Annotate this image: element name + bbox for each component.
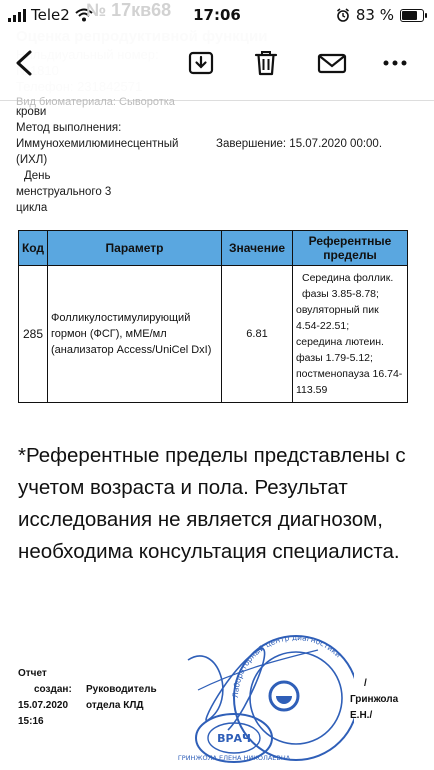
ref-line: Середина фоллик. фазы 3.85-8.78; [302,272,394,300]
report-meta [16,104,416,216]
created-report: Отчет [18,668,47,679]
clock: 17:06 [193,6,241,24]
head-dept: отдела КЛД [86,700,144,711]
cell-ref [293,266,408,403]
stamp-name-text: ГРИНЖОЛА ЕЛЕНА НИКОЛАЕВНА [177,754,291,762]
more-button[interactable] [380,48,410,78]
biomaterial-tail: крови [16,106,47,118]
download-tray-icon [186,48,216,78]
ghost-doc-number: № 17кв68 [86,0,172,20]
cycle-label: менструального 3 [16,186,112,198]
ref-line: постменопауза 16.74-113.59 [296,368,403,396]
delete-button[interactable] [251,48,281,78]
col-header-param: Параметр [48,231,222,266]
head-block [86,682,157,714]
results-table [18,230,408,403]
col-header-value: Значение [222,231,293,266]
col-header-ref: Референтные пределы [293,231,408,266]
disclaimer-note: *Референтные пределы представлены с учетом возраста и пола. Результат исследования не является диагнозом, необходима консультация специалиста. [18,444,406,563]
ghost-biomaterial: Вид биоматериала: Сыворотка [16,96,175,108]
method-value: Иммунохемилюминесцентный [16,138,179,150]
stamp-ring-text: Лабораторный центр диагностики [230,632,343,699]
table-row [19,266,408,403]
alarm-icon [336,8,350,22]
created-block [18,666,72,730]
back-button[interactable] [10,48,40,78]
carrier-name: Tele2 [31,6,70,24]
method-row [16,136,416,152]
head-title: Руководитель [86,684,157,695]
save-button[interactable] [186,48,216,78]
method-label: Метод выполнения: [16,122,122,134]
status-right [336,6,424,24]
created-date: 15.07.2020 [18,700,69,711]
top-toolbar [0,30,434,108]
created-label: создан: [34,684,72,695]
method-abbr: (ИХЛ) [16,154,48,166]
completed-date: Завершение: 15.07.2020 00:00. [216,138,383,150]
status-bar [0,0,434,30]
seal-stamp [168,630,354,766]
mail-icon [316,48,348,78]
cell-param: Фолликулостимулирующий гормон (ФСГ), мМЕ/мл (анализатор Access/UniCel DxI) [48,266,222,403]
battery-icon [400,9,424,22]
table-header-row [19,231,408,266]
signatory-block [350,676,398,724]
more-dots-icon [380,48,410,78]
ref-line: овуляторный пик 4.54-22.51; [296,304,379,332]
mail-button[interactable] [316,48,348,78]
signatory-slash: / [364,678,367,689]
signatory-name: Гринжола [350,694,399,705]
chevron-left-icon [10,48,40,78]
stamp-center-text: ВРАЧ [217,732,251,745]
trash-icon [251,48,281,78]
cell-value: 6.81 [222,266,293,403]
signatory-initials: Е.Н./ [350,710,373,721]
battery-percent: 83 % [355,6,394,24]
created-time: 15:16 [18,716,44,727]
col-header-code: Код [19,231,48,266]
day-label: День [24,170,51,182]
ref-line: середина лютеин. фазы 1.79-5.12; [296,336,384,364]
cell-code: 285 [19,266,48,403]
cycle-tail: цикла [16,202,48,214]
